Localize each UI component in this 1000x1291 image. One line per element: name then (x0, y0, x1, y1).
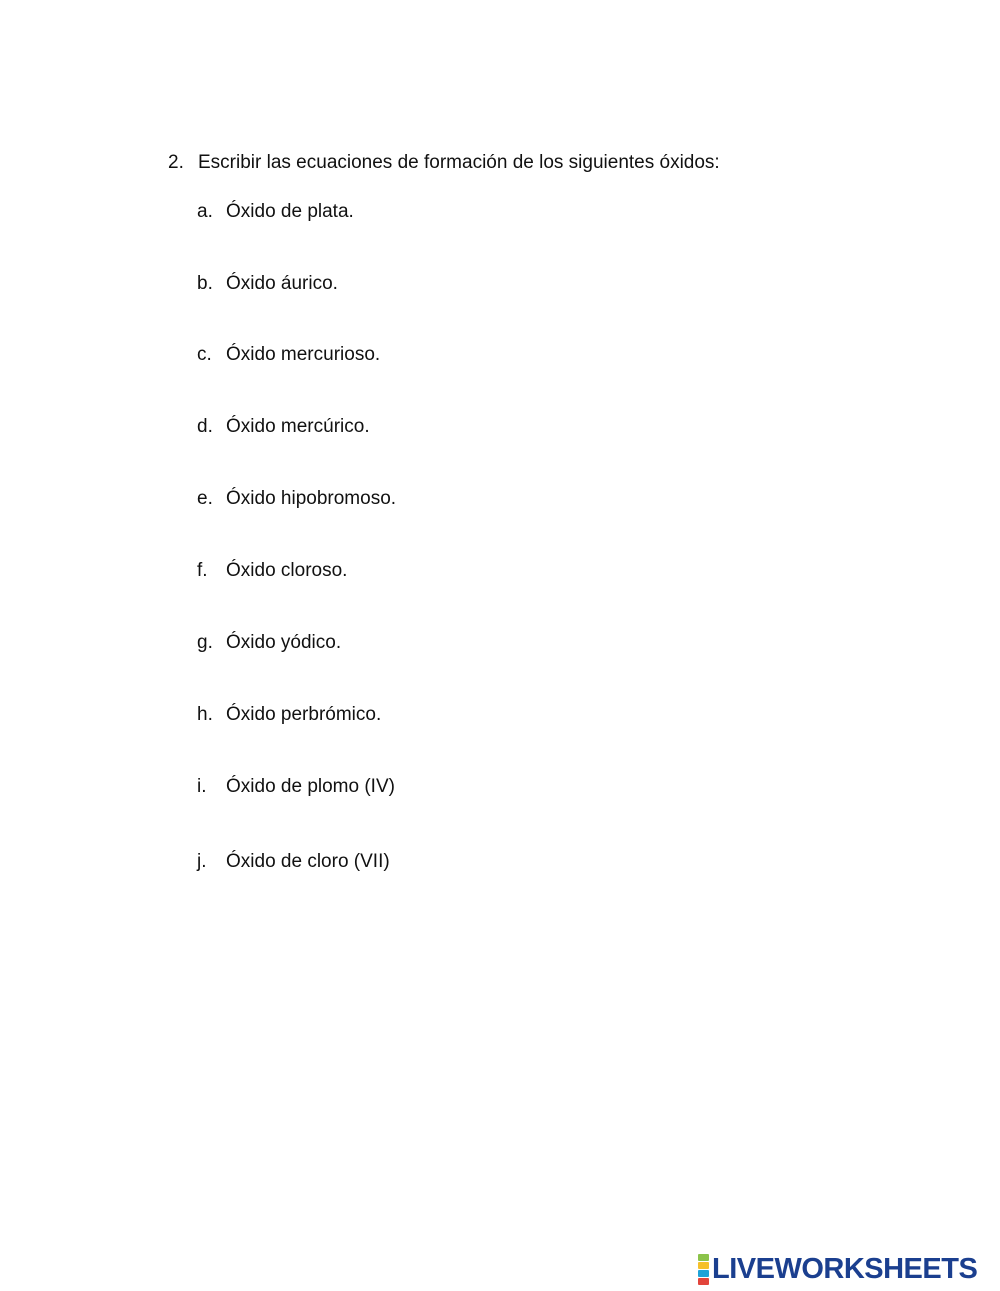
item-letter: i. (197, 776, 207, 797)
item-text: Óxido hipobromoso. (226, 488, 397, 509)
logo-blocks-icon (698, 1254, 709, 1285)
list-item (197, 487, 396, 511)
item-text: Óxido de plata. (226, 201, 354, 222)
list-item (197, 272, 338, 296)
list-item (197, 200, 354, 224)
item-letter: j. (197, 851, 207, 872)
item-letter: h. (197, 704, 213, 725)
question-number: 2. (168, 152, 184, 173)
question-text: Escribir las ecuaciones de formación de los siguientes óxidos: (198, 152, 720, 173)
item-letter: a. (197, 201, 213, 222)
logo-block (698, 1254, 709, 1261)
question-heading (168, 151, 720, 175)
item-letter: g. (197, 632, 213, 653)
item-letter: b. (197, 273, 213, 294)
liveworksheets-logo (698, 1254, 977, 1284)
list-item (197, 775, 395, 799)
item-text: Óxido mercúrico. (226, 416, 370, 437)
item-letter: c. (197, 344, 212, 365)
item-text: Óxido perbrómico. (226, 704, 382, 725)
list-item (197, 631, 341, 655)
item-text: Óxido de plomo (IV) (226, 776, 395, 797)
item-text: Óxido mercurioso. (226, 344, 381, 365)
logo-block (698, 1270, 709, 1277)
item-text: Óxido de cloro (VII) (226, 851, 390, 872)
list-item (197, 850, 390, 874)
item-letter: d. (197, 416, 213, 437)
logo-block (698, 1278, 709, 1285)
list-item (197, 559, 347, 583)
list-item (197, 343, 380, 367)
item-letter: e. (197, 488, 213, 509)
logo-block (698, 1262, 709, 1269)
item-text: Óxido cloroso. (226, 560, 348, 581)
list-item (197, 703, 381, 727)
logo-text: LIVEWORKSHEETS (712, 1253, 978, 1285)
list-item (197, 415, 370, 439)
item-letter: f. (197, 560, 208, 581)
item-text: Óxido áurico. (226, 273, 338, 294)
item-text: Óxido yódico. (226, 632, 342, 653)
